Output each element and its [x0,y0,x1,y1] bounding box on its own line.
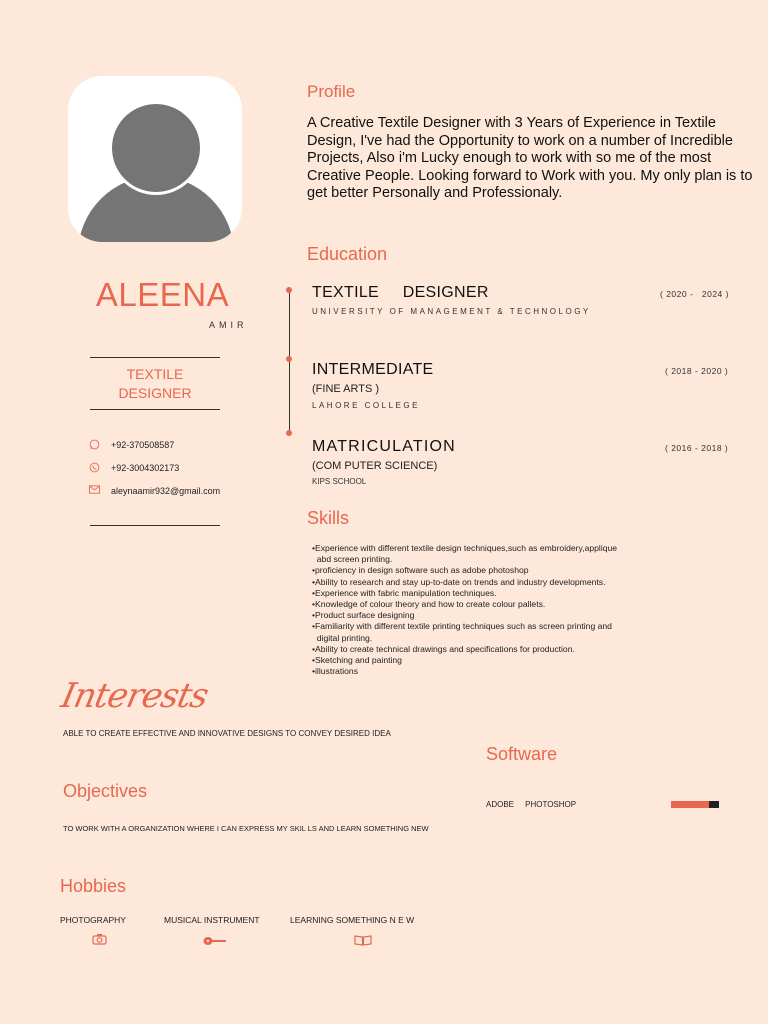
profile-text: A Creative Textile Designer with 3 Years of Experience in Textile Design, I've had the Opportunity to work on a number of Incredible Projects, Also i'm Lucky enough to work with so me of the most Creative People. Looking forward to Work with you. My only plan is to get better Personally and Professionaly. [307,115,753,201]
interests-heading: Interests [57,676,212,716]
list-item: •Experience with fabric manipulation techniques. [312,587,497,598]
education-item-date: ( 2018 - 2020 ) [665,366,729,376]
education-item-date: ( 2016 - 2018 ) [665,443,729,453]
list-item: •Ability to create technical drawings and specifications for production. [312,643,575,654]
profile-heading: Profile [307,82,356,101]
education-item-date: ( 2020 - 2024 ) [660,289,729,299]
mail-icon [88,485,100,497]
divider [90,409,220,410]
education-item-title: INTERMEDIATE [312,361,434,378]
first-name: ALEENA [95,276,230,313]
software-name: ADOBE PHOTOSHOP [486,800,577,809]
guitar-icon [203,933,227,951]
contact-phone-1 [88,439,174,451]
hobby-label: LEARNING SOMETHING N E W [290,915,415,925]
divider [90,357,220,358]
education-item-school: LAHORE COLLEGE [312,401,420,410]
objectives-heading: Objectives [63,781,148,801]
profile-photo-placeholder [68,76,242,242]
hobbies-heading: Hobbies [60,876,127,896]
list-item: •Product surface designing [312,610,415,621]
contact-phone-2 [88,462,179,474]
list-item: •Ability to research and stay up-to-date on trends and industry developments. [312,576,606,587]
timeline-dot [286,430,292,436]
software-skill-fill [671,801,709,808]
education-item-title: TEXTILE DESIGNER [312,284,489,301]
phone-icon [88,462,100,474]
education-item-subtitle: (FINE ARTS ) [312,383,380,395]
skills-list [312,543,662,677]
book-icon [354,933,372,951]
skills-heading: Skills [307,508,350,528]
email-address[interactable]: aleynaamir932@gmail.com [111,486,221,496]
camera-icon [92,932,107,950]
education-item-school: UNIVERSITY OF MANAGEMENT & TECHNOLOGY [312,307,591,316]
education-item-title: MATRICULATION [312,438,456,455]
list-item: •Knowledge of colour theory and how to create colour pallets. [312,599,546,610]
role-line-1: TEXTILE [126,366,184,382]
divider [90,525,220,526]
hobby-label: MUSICAL INSTRUMENT [164,915,260,925]
education-item-subtitle: (COM PUTER SCIENCE) [312,460,438,472]
list-item: •illustrations [312,666,358,677]
list-item: •Experience with different textile design techniques,such as embroidery,applique [312,543,618,553]
objectives-text: TO WORK WITH A ORGANIZATION WHERE I CAN EXPRESS MY SKIL LS AND LEARN SOMETHING NEW [63,824,429,833]
list-item: digital printing. [312,632,373,643]
software-skill-bar [671,801,719,808]
last-name: AMIR [209,320,248,330]
phone-number-1[interactable]: +92-370508587 [111,440,175,450]
role-line-2: DESIGNER [118,385,192,401]
list-item: •Familiarity with different textile printing techniques such as screen printing and [312,621,612,632]
hobby-label: PHOTOGRAPHY [60,915,126,925]
education-item-school: KIPS SCHOOL [312,477,367,486]
contact-email [88,485,220,497]
whatsapp-icon [88,439,100,451]
phone-number-2[interactable]: +92-3004302173 [111,463,180,473]
timeline-dot [286,287,292,293]
timeline-dot [286,356,292,362]
list-item: •proficiency in design software such as adobe photoshop [312,565,529,576]
list-item: abd screen printing. [312,554,393,565]
software-heading: Software [486,744,558,764]
interests-text: ABLE TO CREATE EFFECTIVE AND INNOVATIVE DESIGNS TO CONVEY DESIRED IDEA [63,729,391,738]
avatar-head-shape [109,101,203,195]
education-heading: Education [307,244,388,264]
list-item: •Sketching and painting [312,655,402,666]
